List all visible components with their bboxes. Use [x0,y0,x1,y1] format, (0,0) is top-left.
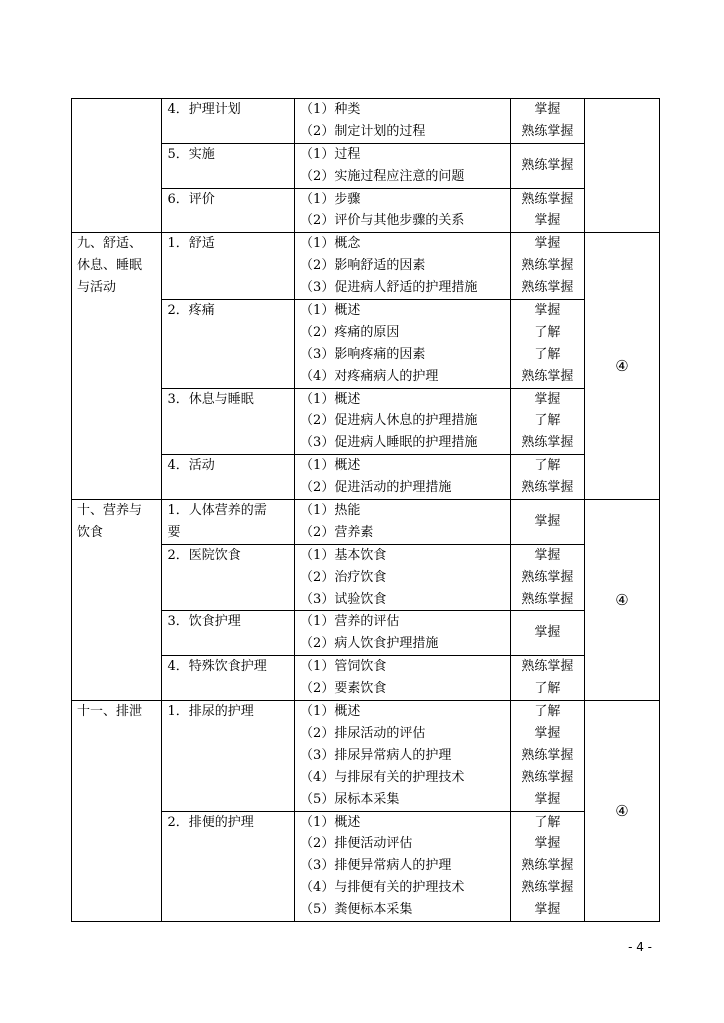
item-line: （1）概述 [300,704,361,720]
items-cell [295,611,511,656]
item-line: （4）与排便有关的护理技术 [300,880,465,896]
items-cell [295,701,511,811]
items-cell [295,455,511,500]
item-line: （1）过程 [300,146,361,162]
topic-cell [162,188,295,233]
requirement-cell [510,188,584,233]
requirement-line: 掌握 [534,625,561,641]
requirement-line: 掌握 [534,391,561,407]
requirement-line: 掌握 [534,791,561,807]
item-line: （2）治疗饮食 [300,569,387,585]
table-row [72,701,660,811]
table-row [72,99,660,144]
requirement-line: 掌握 [534,836,561,852]
topic-cell [162,233,295,300]
section-title-line: 九、舒适、 [77,236,143,252]
items-cell [295,500,511,545]
section-cell [72,99,162,233]
item-line: （2）营养素 [300,524,374,540]
requirement-line: 熟练掌握 [521,880,574,896]
item-line: （3）促进病人舒适的护理措施 [300,280,478,296]
requirement-cell [510,300,584,389]
page-number: - 4 - [628,940,652,954]
item-line: （2）实施过程应注意的问题 [300,168,465,184]
topic-line: 3．饮食护理 [167,614,241,630]
item-line: （3）影响疼痛的因素 [300,346,426,362]
item-line: （1）营养的评估 [300,614,400,630]
syllabus-table [71,98,660,922]
topic-cell [162,99,295,144]
item-line: （2）要素饮食 [300,681,387,697]
requirement-line: 了解 [534,324,561,340]
item-line: （2）疼痛的原因 [300,324,400,340]
section-title-line: 十一、排泄 [77,704,143,720]
topic-line: 要 [167,524,181,540]
items-cell [295,188,511,233]
section-title-line: 十、营养与 [77,503,143,519]
requirement-cell [510,455,584,500]
item-line: （3）排便异常病人的护理 [300,858,452,874]
table-row [72,233,660,300]
requirement-line: 熟练掌握 [521,368,574,384]
requirement-line: 掌握 [534,513,561,529]
requirement-line: 掌握 [534,547,561,563]
topic-line: 6．评价 [167,191,215,207]
requirement-line: 熟练掌握 [521,480,574,496]
topic-line: 2．疼痛 [167,303,215,319]
requirement-line: 熟练掌握 [521,569,574,585]
items-cell [295,143,511,188]
requirement-cell [510,544,584,611]
topic-cell [162,701,295,811]
requirement-line: 熟练掌握 [521,769,574,785]
requirement-line: 掌握 [534,236,561,252]
requirement-line: 了解 [534,346,561,362]
requirement-line: 了解 [534,814,561,830]
topic-line: 1．舒适 [167,236,215,252]
item-line: （2）评价与其他步骤的关系 [300,213,465,229]
requirement-line: 熟练掌握 [521,191,574,207]
topic-cell [162,455,295,500]
item-line: （2）影响舒适的因素 [300,258,426,274]
requirement-line: 熟练掌握 [521,591,574,607]
requirement-cell [510,388,584,455]
topic-line: 4．特殊饮食护理 [167,659,267,675]
item-line: （2）病人饮食护理措施 [300,636,439,652]
items-cell [295,300,511,389]
item-line: （2）制定计划的过程 [300,123,426,139]
requirement-cell [510,99,584,144]
topic-cell [162,388,295,455]
requirement-cell [510,811,584,921]
items-cell [295,544,511,611]
hours-cell: ④ [584,500,659,701]
topic-line: 4．活动 [167,458,215,474]
item-line: （1）种类 [300,102,361,117]
item-line: （2）促进活动的护理措施 [300,480,452,496]
requirement-line: 了解 [534,458,561,474]
topic-cell [162,811,295,921]
item-line: （1）概述 [300,458,361,474]
topic-line: 3．休息与睡眠 [167,391,254,407]
requirement-line: 熟练掌握 [521,258,574,274]
item-line: （1）基本饮食 [300,547,387,563]
item-line: （3）试验饮食 [300,591,387,607]
section-title-line: 与活动 [77,280,117,296]
section-cell [72,701,162,922]
section-cell [72,500,162,701]
requirement-line: 熟练掌握 [521,435,574,451]
topic-line: 5．实施 [167,146,215,162]
items-cell [295,99,511,144]
item-line: （2）排尿活动的评估 [300,725,426,741]
requirement-cell [510,143,584,188]
section-title-line: 休息、睡眠 [77,258,143,274]
requirement-line: 掌握 [534,213,561,229]
requirement-line: 掌握 [534,725,561,741]
item-line: （3）促进病人睡眠的护理措施 [300,435,478,451]
hours-cell: ④ [584,233,659,500]
topic-line: 1．人体营养的需 [167,503,267,519]
requirement-line: 了解 [534,704,561,720]
item-line: （2）排便活动评估 [300,836,413,852]
item-line: （5）粪便标本采集 [300,902,413,918]
section-title-line: 饮食 [77,524,104,540]
requirement-line: 了解 [534,681,561,697]
topic-cell [162,143,295,188]
topic-line: 1．排尿的护理 [167,704,254,720]
requirement-line: 熟练掌握 [521,280,574,296]
requirement-cell [510,656,584,701]
item-line: （1）概述 [300,391,361,407]
topic-line: 2．排便的护理 [167,814,254,830]
item-line: （3）排尿异常病人的护理 [300,747,452,763]
requirement-line: 熟练掌握 [521,659,574,675]
requirement-cell [510,611,584,656]
item-line: （1）概念 [300,236,361,252]
topic-cell [162,544,295,611]
items-cell [295,656,511,701]
item-line: （4）对疼痛病人的护理 [300,368,439,384]
requirement-line: 掌握 [534,102,561,117]
item-line: （1）热能 [300,503,361,519]
hours-cell [584,99,659,233]
topic-cell [162,611,295,656]
topic-line: 4．护理计划 [167,102,241,117]
topic-cell [162,300,295,389]
item-line: （1）管饲饮食 [300,659,387,675]
item-line: （2）促进病人休息的护理措施 [300,413,478,429]
requirement-line: 熟练掌握 [521,858,574,874]
requirement-line: 熟练掌握 [521,747,574,763]
hours-cell: ④ [584,701,659,922]
section-cell [72,233,162,500]
item-line: （5）尿标本采集 [300,791,400,807]
item-line: （1）步骤 [300,191,361,207]
items-cell [295,233,511,300]
topic-cell [162,656,295,701]
requirement-cell [510,233,584,300]
requirement-line: 熟练掌握 [521,157,574,173]
items-cell [295,811,511,921]
topic-line: 2．医院饮食 [167,547,241,563]
topic-cell [162,500,295,545]
requirement-line: 熟练掌握 [521,123,574,139]
table-row [72,500,660,545]
item-line: （1）概述 [300,814,361,830]
requirement-line: 掌握 [534,303,561,319]
requirement-cell [510,701,584,811]
requirement-line: 掌握 [534,902,561,918]
items-cell [295,388,511,455]
item-line: （4）与排尿有关的护理技术 [300,769,465,785]
item-line: （1）概述 [300,303,361,319]
requirement-line: 了解 [534,413,561,429]
requirement-cell [510,500,584,545]
